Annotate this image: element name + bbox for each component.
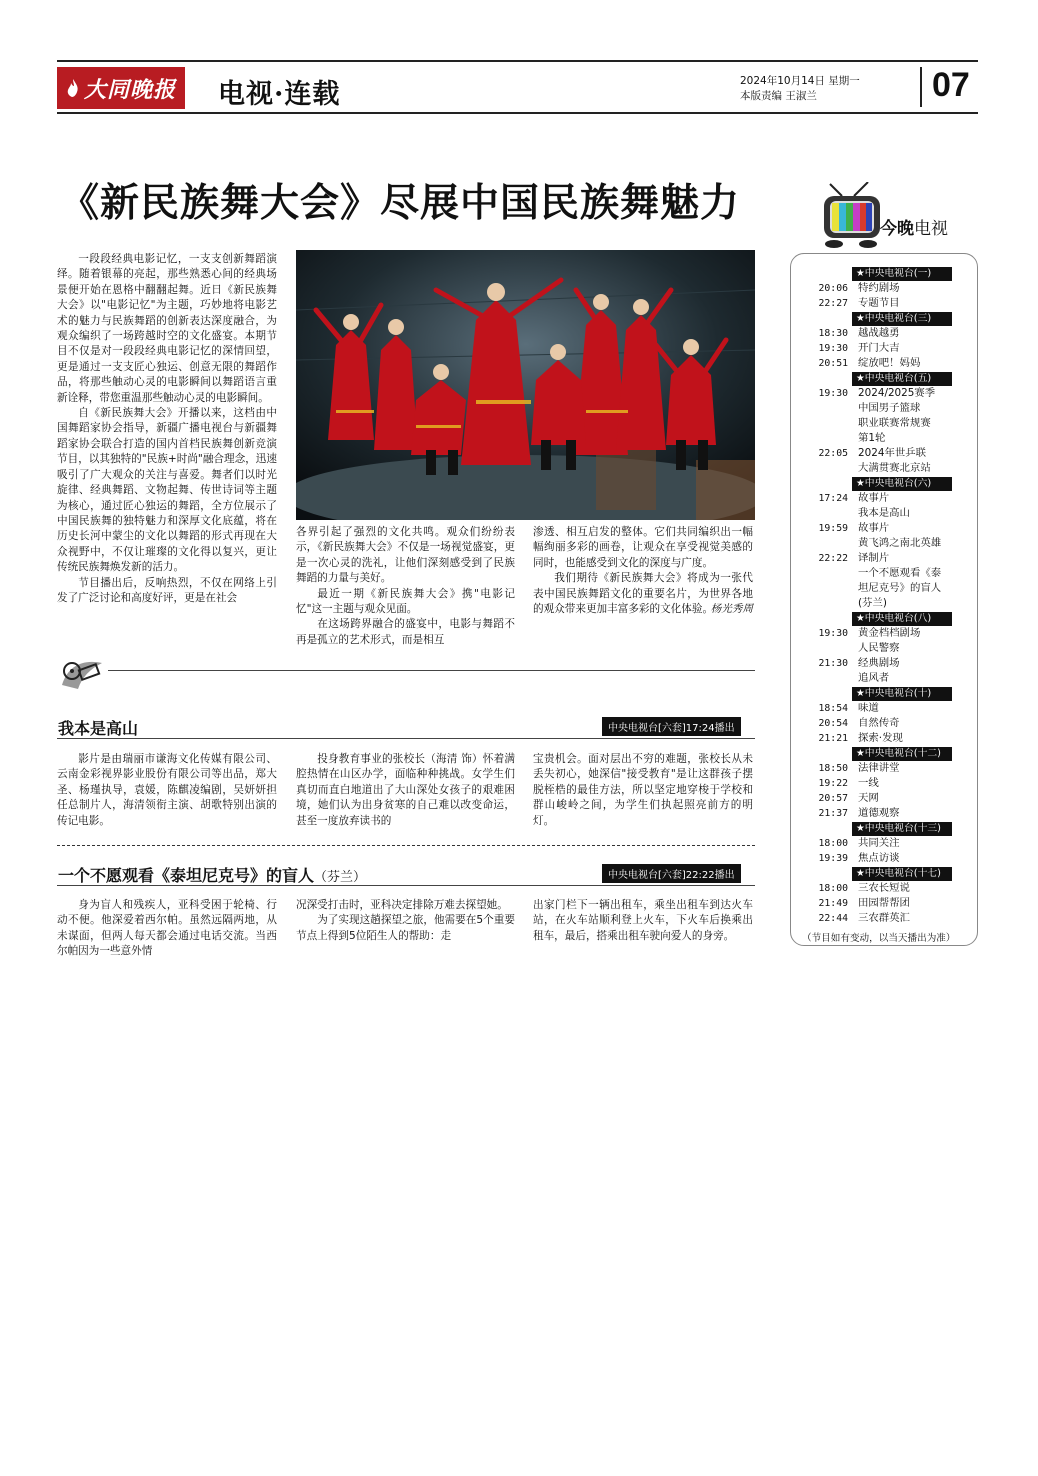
newspaper-logo [57, 67, 185, 109]
main-paragraph: 我们期待《新民族舞大会》将成为一张代表中国民族舞蹈文化的重要名片，为世界各地的观众带来更加丰富多彩的文化体验。 [533, 572, 753, 616]
tv-program-title: 故事片 [858, 492, 890, 504]
tv-program-title: 人民警察 [858, 642, 900, 654]
main-paragraph: 在这场跨界融合的盛宴中，电影与舞蹈不再是孤立的艺术形式，而是相互 [296, 618, 515, 646]
tv-program-row [806, 776, 956, 791]
tv-program-time: 21:21 [818, 733, 848, 744]
main-article-col3 [533, 525, 753, 618]
main-paragraph: 自《新民族舞大会》开播以来，这档由中国舞蹈家协会指导，新疆广播电视台与新疆舞蹈家协会联合打造的国内首档民族舞创新竞演节目，以其独特的"民族+时尚"融合理念，迅速吸引了广大观众的关注与喜爱。舞者们以时光旋律、经典舞蹈、文物起舞、传世诗词等主题为核心，通过匠心独运的舞蹈，全方位展示了中国民族舞的独特魅力和深厚文化底蕴，将在历史长河中蒙尘的文化以舞蹈的形式再现在大众视野中，不仅让璀璨的文化得以复兴，更让传统民族舞焕发新的活力。 [57, 407, 277, 574]
tv-program-title: 田园帮帮团 [858, 897, 910, 909]
tv-program-title: 故事片 [858, 522, 890, 534]
tv-program-title: 法律讲堂 [858, 762, 900, 774]
tv-program-title: 焦点访谈 [858, 852, 900, 864]
tv-program-time: 21:49 [818, 898, 848, 909]
tv-program-time [806, 401, 858, 416]
tv-program-title: 2024年世乒联 [858, 447, 927, 459]
tv-program-time: 18:00 [818, 883, 848, 894]
article2-col1 [57, 752, 277, 829]
tv-program-title: 译制片 [858, 552, 890, 564]
tv-program-title: (芬兰) [858, 597, 887, 609]
tv-program-time [806, 671, 858, 686]
article2-rule [57, 738, 755, 739]
date-editor [740, 74, 860, 104]
tv-guide-list [806, 266, 956, 926]
tv-program-title: 2024/2025赛季 [858, 387, 936, 399]
tv-program-time: 19:39 [818, 853, 848, 864]
tv-channel-header: ★中央电视台(一) [852, 267, 952, 281]
tv-program-time [806, 506, 858, 521]
tv-channel-header: ★中央电视台(八) [852, 612, 952, 626]
article3-text: 出家门栏下一辆出租车，乘坐出租车到达火车站，在火车站顺利登上火车，下火车后换乘出租车，最后，搭乘出租车驶向爱人的身旁。 [533, 899, 753, 942]
section-rule [108, 670, 755, 671]
tv-program-row [806, 716, 956, 731]
tv-program-title: 黄飞鸿之南北英雄 [858, 537, 942, 549]
article2-col3 [533, 752, 753, 829]
logo-text: 大同晚报 [83, 76, 176, 103]
tv-program-row [806, 581, 956, 596]
tv-program-row [806, 761, 956, 776]
tv-program-row [806, 836, 956, 851]
tv-program-time: 18:54 [818, 703, 848, 714]
article3-broadcast-badge: 中央电视台[六套]22:22播出 [602, 864, 741, 883]
tv-program-time [806, 596, 858, 611]
tv-program-title: 三农长短说 [858, 882, 910, 894]
tv-program-time: 20:51 [818, 358, 848, 369]
tv-program-row [806, 431, 956, 446]
main-paragraph: 节目播出后，反响热烈，不仅在网络上引发了广泛讨论和高度好评，更是在社会 [57, 576, 277, 604]
tv-program-title: 特约剧场 [858, 282, 900, 294]
article3-col1 [57, 898, 277, 960]
article2-text: 宝贵机会。面对层出不穷的难题，张校长从未丢失初心，她深信"接受教育"是让这群孩子摆脱桎梏的最佳方法，所以坚定地穿梭于学校和群山峻岭之间，为学生们执起照亮前方的明灯。 [533, 753, 753, 827]
tv-program-row [806, 356, 956, 371]
tv-program-title: 味道 [858, 702, 879, 714]
tv-program-title: 越战越勇 [858, 327, 900, 339]
tv-program-title: 探索·发现 [858, 732, 903, 744]
main-article-col2 [296, 525, 515, 648]
film-reel-icon [58, 657, 106, 691]
tv-program-time [806, 431, 858, 446]
tv-program-row [806, 491, 956, 506]
page-number-divider [920, 67, 922, 107]
tv-program-title: 一线 [858, 777, 879, 789]
tv-program-time: 19:22 [818, 778, 848, 789]
page-editor: 本版责编 王淑兰 [740, 90, 817, 102]
tv-program-time [806, 566, 858, 581]
tv-program-time: 21:30 [818, 658, 848, 669]
tv-program-row [806, 656, 956, 671]
tv-program-row [806, 461, 956, 476]
tv-program-title: 中国男子篮球 [858, 402, 921, 414]
issue-date: 2024年10月14日 星期一 [740, 75, 860, 87]
tv-program-title: 我本是高山 [858, 507, 910, 519]
tv-program-row [806, 596, 956, 611]
tv-program-row [806, 851, 956, 866]
tv-program-row [806, 326, 956, 341]
section-dashed-rule [57, 845, 755, 846]
tv-program-row [806, 896, 956, 911]
tv-channel-header: ★中央电视台(十七) [852, 867, 952, 881]
tv-program-time [806, 416, 858, 431]
article3-title-country: （芬兰） [314, 870, 367, 885]
main-paragraph: 各界引起了强烈的文化共鸣。观众们纷纷表示，《新民族舞大会》不仅是一场视觉盛宴，更是一次心灵的洗礼，让他们深刻感受到了民族舞蹈的力量与美好。 [296, 526, 515, 585]
tv-program-row [806, 536, 956, 551]
tv-program-title: 天网 [858, 792, 879, 804]
tv-program-title: 道德观察 [858, 807, 900, 819]
tv-program-row [806, 731, 956, 746]
masthead-bottom-rule [57, 112, 978, 114]
tv-channel-header: ★中央电视台(五) [852, 372, 952, 386]
article2-title: 我本是高山 [58, 719, 139, 738]
tv-program-row [806, 671, 956, 686]
article3-text: 况深受打击时，亚科决定排除万难去探望她。 [296, 899, 508, 911]
tv-program-time: 21:37 [818, 808, 848, 819]
tv-program-row [806, 881, 956, 896]
tv-program-title: 坦尼克号》的盲人 [858, 582, 942, 594]
tv-guide-label-rest: 电视 [914, 219, 948, 239]
byline: 杨光秀周 [710, 603, 753, 616]
tv-program-time: 19:30 [818, 388, 848, 399]
section-title: 电视·连载 [218, 79, 341, 110]
article2-text: 影片是由瑞丽市谦海文化传媒有限公司、云南金彩视界影业股份有限公司等出品，郑大圣、杨瑾执导，袁媛，陈麒凌编剧，吴妍妍担任总制片人，海清领衔主演、胡歌特别出演的传记电影。 [57, 753, 277, 827]
tv-program-row [806, 551, 956, 566]
tv-program-time: 18:30 [818, 328, 848, 339]
tv-program-time: 18:50 [818, 763, 848, 774]
tv-program-row [806, 521, 956, 536]
tv-program-row [806, 806, 956, 821]
article3-text: 身为盲人和残疾人，亚科受困于轮椅、行动不便。他深爱着西尔帕。虽然远隔两地，从未谋面，但两人每天都会通过电话交流。当西尔帕因为一些意外情 [57, 899, 277, 958]
tv-guide-note: （节目如有变动，以当天播出为准） [802, 933, 956, 944]
tv-program-title: 自然传奇 [858, 717, 900, 729]
tv-program-time: 22:44 [818, 913, 848, 924]
tv-program-time [806, 641, 858, 656]
tv-channel-header: ★中央电视台(六) [852, 477, 952, 491]
tv-channel-header: ★中央电视台(十二) [852, 747, 952, 761]
tv-program-time: 22:22 [818, 553, 848, 564]
tv-program-row [806, 416, 956, 431]
tv-program-time: 18:00 [818, 838, 848, 849]
dance-stage-photo [296, 250, 755, 520]
tv-program-title: 职业联赛常规赛 [858, 417, 931, 429]
article2-text: 投身教育事业的张校长（海清 饰）怀着满腔热情在山区办学，面临种种挑战。女学生们真切而直白地道出了大山深处女孩子的艰难困境，她们认为出身贫寒的自己难以改变命运，甚至一度放弃读书的 [296, 753, 515, 827]
tv-program-time: 22:05 [818, 448, 848, 459]
tv-channel-header: ★中央电视台(十三) [852, 822, 952, 836]
tv-program-time: 20:54 [818, 718, 848, 729]
tv-program-time: 19:30 [818, 343, 848, 354]
article3-col3 [533, 898, 753, 944]
masthead-top-rule [57, 60, 978, 62]
tv-program-row [806, 281, 956, 296]
tv-program-title: 黄金档档剧场 [858, 627, 921, 639]
tv-program-title: 经典剧场 [858, 657, 900, 669]
article2-broadcast-badge: 中央电视台[六套]17:24播出 [602, 717, 741, 736]
tv-program-time [806, 581, 858, 596]
tv-program-row [806, 701, 956, 716]
tv-program-row [806, 791, 956, 806]
main-paragraph: 最近一期《新民族舞大会》携"电影记忆"这一主题与观众见面。 [296, 587, 515, 616]
article3-text: 为了实现这趟探望之旅，他需要在5个重要节点上得到5位陌生人的帮助：走 [296, 914, 515, 942]
tv-program-time: 22:27 [818, 298, 848, 309]
tv-program-row [806, 506, 956, 521]
main-article-col1 [57, 252, 277, 606]
tv-program-time [806, 461, 858, 476]
page-number: 07 [932, 66, 970, 104]
tv-program-row [806, 341, 956, 356]
article3-title-main: 一个不愿观看《泰坦尼克号》的盲人 [58, 866, 315, 885]
tv-program-row [806, 296, 956, 311]
tv-program-title: 绽放吧！妈妈 [858, 357, 921, 369]
tv-program-title: 三农群英汇 [858, 912, 910, 924]
tv-program-title: 追风者 [858, 672, 890, 684]
tv-channel-header: ★中央电视台(十) [852, 687, 952, 701]
article3-rule [57, 885, 755, 886]
tv-guide-label-bold: 今晚 [880, 219, 914, 239]
tv-program-row [806, 446, 956, 461]
tv-program-row [806, 911, 956, 926]
tv-program-row [806, 401, 956, 416]
main-paragraph: 一段段经典电影记忆，一支支创新舞蹈演绎。随着银幕的亮起，那些熟悉心间的经典场景便开始在恩格中翻翻起舞。近日《新民族舞大会》以"电影记忆"为主题，巧妙地将电影艺术的魅力与民族舞蹈的创新表达深度融合，为观众编织了一场跨越时空的文化盛宴。本期节目不仅是对一段段经典电影记忆的深情回望，更是通过一支支匠心独运、创意无限的舞蹈作品，将那些触动心灵的电影瞬间以舞蹈语言重新诠释，带您重温那些触动心灵的电影瞬间。 [57, 253, 277, 404]
main-paragraph: 渗透、相互启发的整体。它们共同编织出一幅幅绚丽多彩的画卷，让观众在享受视觉美感的同时，也能感受到文化的深度与广度。 [533, 526, 753, 569]
tv-program-title: 专题节目 [858, 297, 900, 309]
tv-program-time: 19:59 [818, 523, 848, 534]
tv-program-time: 20:06 [818, 283, 848, 294]
tv-channel-header: ★中央电视台(三) [852, 312, 952, 326]
tv-program-title: 开门大吉 [858, 342, 900, 354]
tv-program-time: 19:30 [818, 628, 848, 639]
tv-program-title: 大满贯赛北京站 [858, 462, 931, 474]
article3-col2 [296, 898, 515, 944]
main-headline: 《新民族舞大会》尽展中国民族舞魅力 [60, 180, 741, 226]
tv-program-time: 20:57 [818, 793, 848, 804]
tv-program-time [806, 536, 858, 551]
tv-program-row [806, 566, 956, 581]
flame-icon [66, 78, 80, 98]
tv-program-title: 一个不愿观看《泰 [858, 567, 942, 579]
tv-program-row [806, 386, 956, 401]
tv-program-title: 第1轮 [858, 432, 886, 444]
tv-program-title: 共同关注 [858, 837, 900, 849]
article3-title [58, 863, 366, 886]
tv-program-time: 17:24 [818, 493, 848, 504]
tv-program-row [806, 626, 956, 641]
article2-col2 [296, 752, 515, 829]
tv-program-row [806, 641, 956, 656]
tv-guide-label [880, 214, 948, 239]
